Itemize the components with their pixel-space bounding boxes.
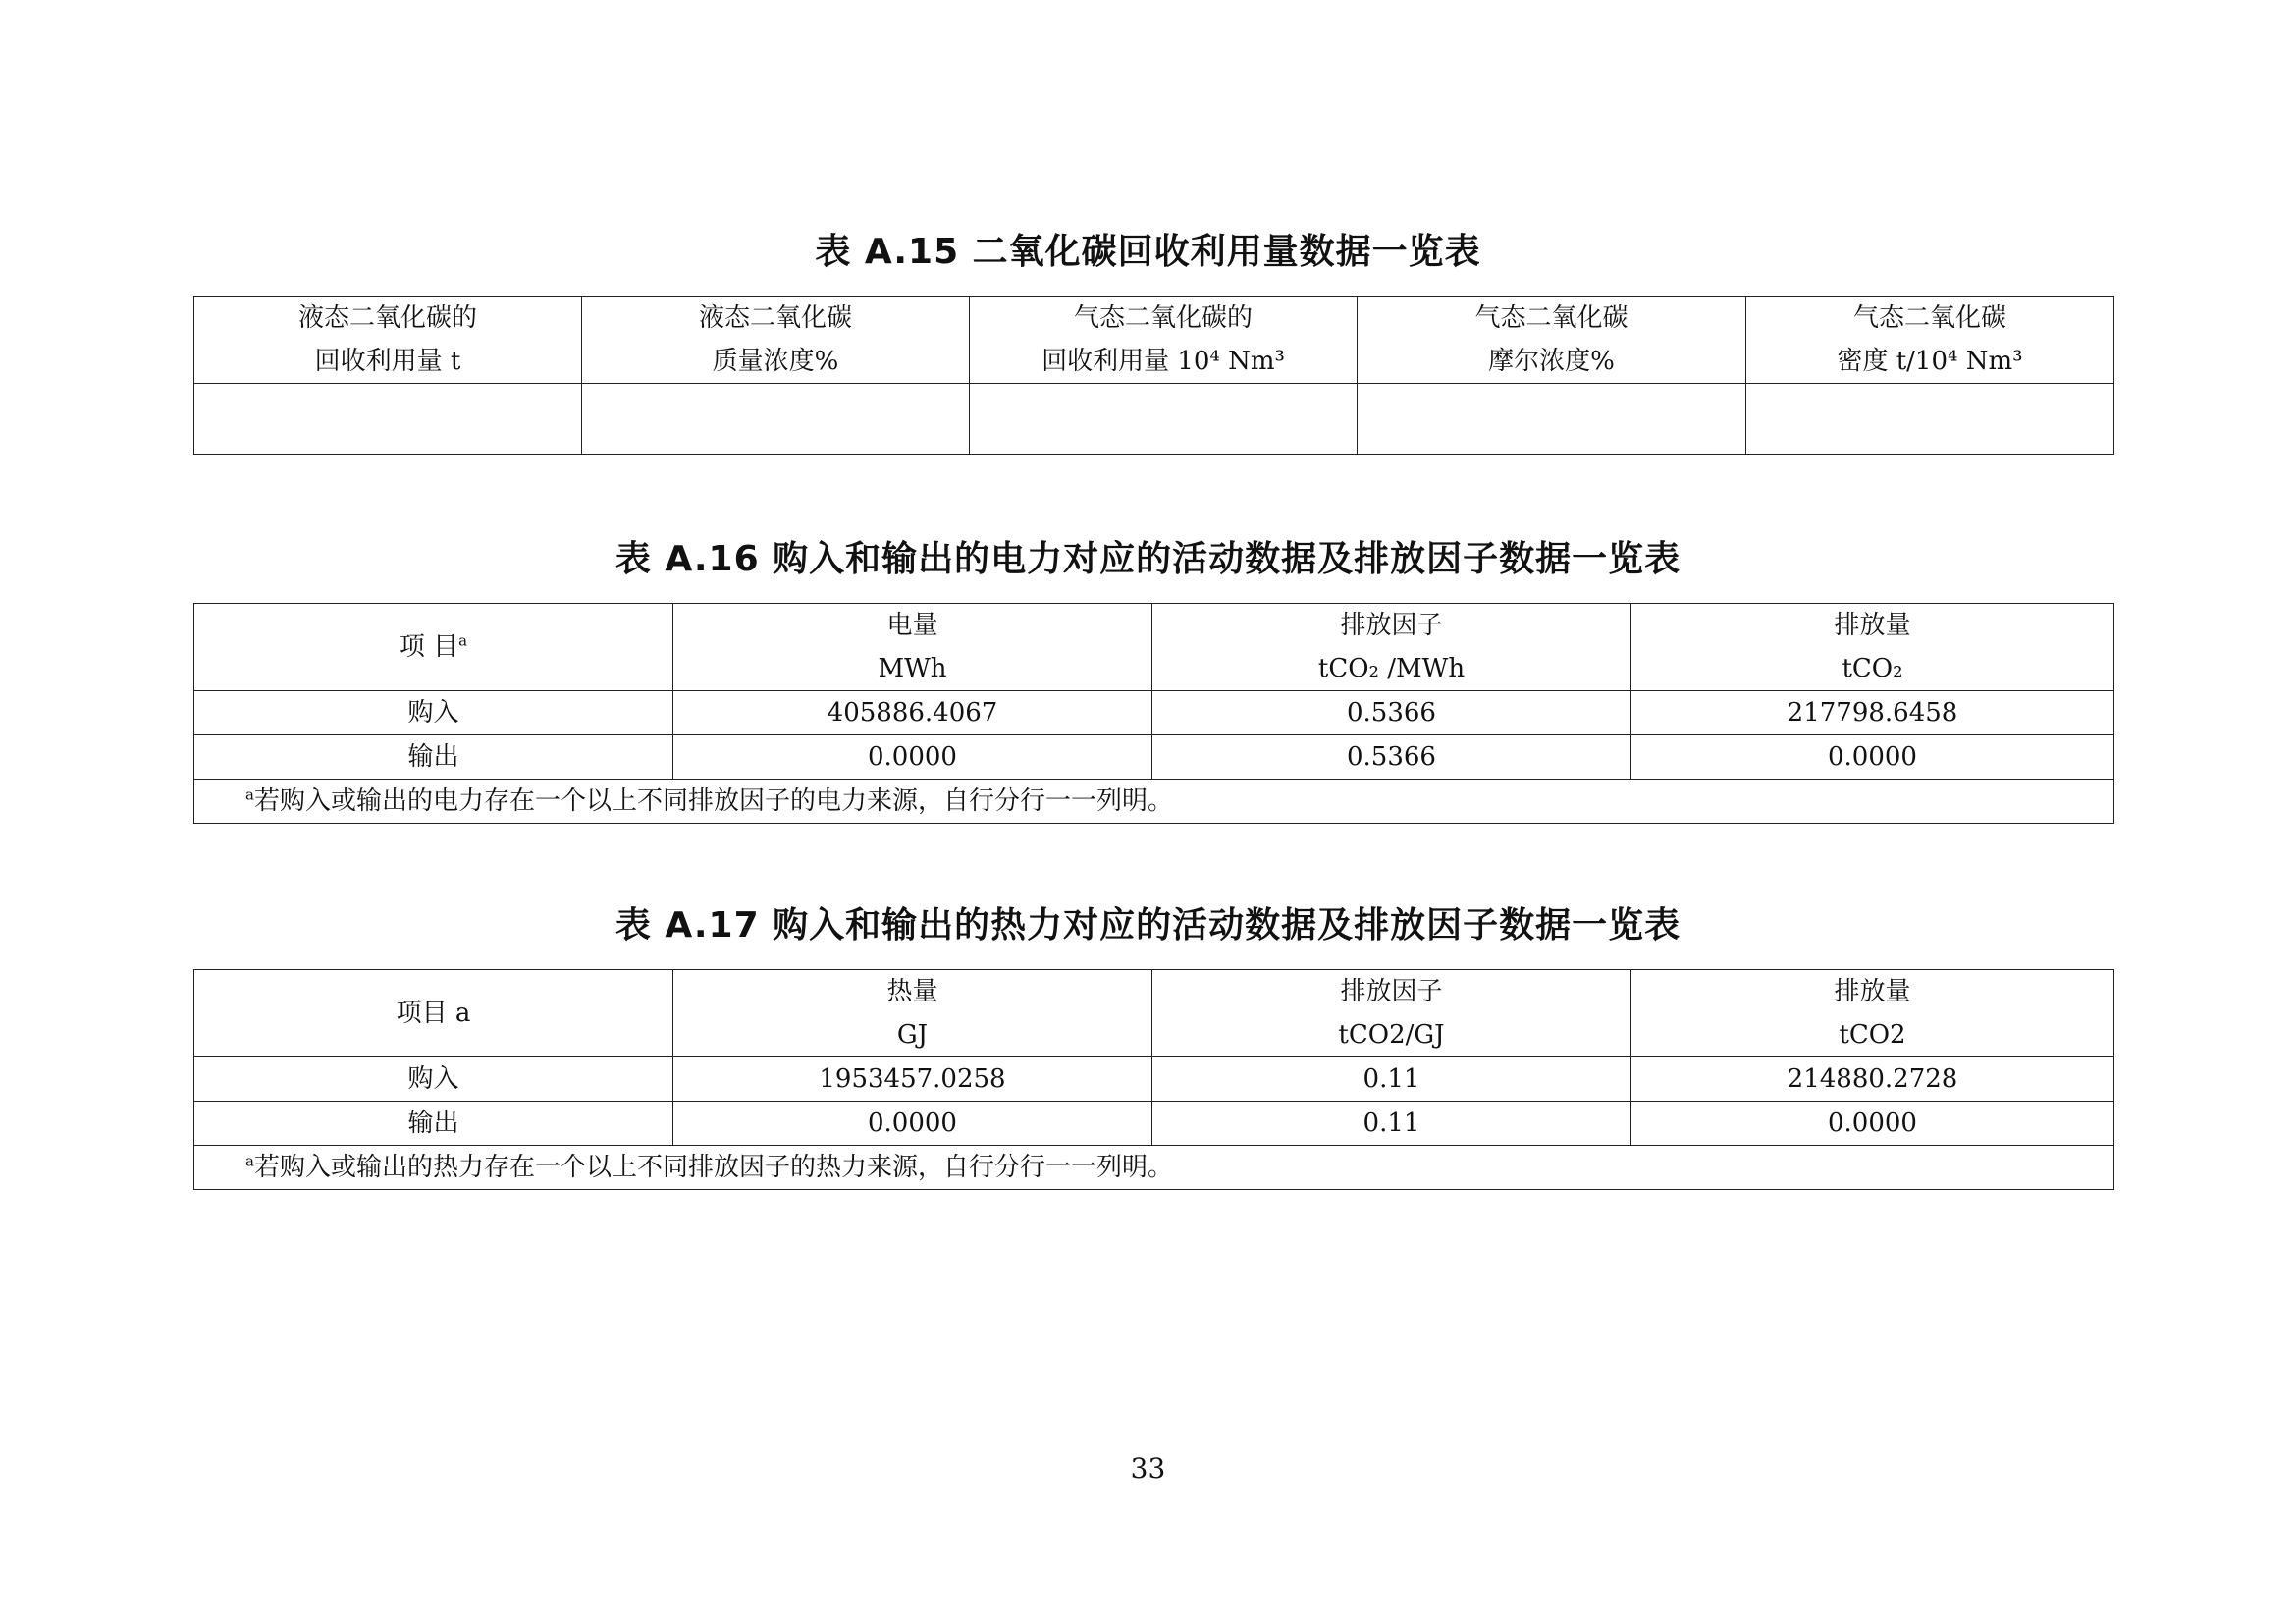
table-a15-header-cell (1746, 297, 2114, 384)
table-note-row (194, 780, 2114, 824)
header-line-1: 液态二氧化碳 (698, 303, 852, 333)
table-cell (970, 384, 1358, 455)
header-line-1: 液态二氧化碳的 (297, 303, 477, 333)
footnote-marker: a (458, 631, 468, 650)
table-cell: 0.11 (1152, 1102, 1631, 1146)
table-a17-header-cell (1631, 970, 2114, 1057)
table-a17 (193, 969, 2114, 1190)
header-line-1: 排放因子 (1340, 611, 1443, 640)
footnote-marker: a (245, 785, 254, 804)
table-cell: 405886.4067 (673, 691, 1152, 735)
table-cell (1746, 384, 2114, 455)
table-row (194, 735, 2114, 780)
table-cell (582, 384, 970, 455)
table-a17-title: 表 A.17 购入和输出的热力对应的活动数据及排放因子数据一览表 (614, 905, 1682, 946)
header-line-2: GJ (896, 1020, 929, 1050)
note-text: 若购入或输出的电力存在一个以上不同排放因子的电力来源，自行分行一一列明。 (253, 786, 1173, 816)
header-line-2: tCO2/GJ (1338, 1020, 1445, 1050)
header-line-1: 热量 (886, 977, 938, 1006)
table-a15-header-cell (582, 297, 970, 384)
header-line-2: 质量浓度% (712, 347, 839, 376)
table-cell: 0.0000 (673, 1102, 1152, 1146)
header-line-2: MWh (878, 654, 947, 683)
table-a17-header-cell (1152, 970, 1631, 1057)
table-cell: 输出 (194, 1102, 673, 1146)
header-line-1: 排放量 (1834, 977, 1911, 1006)
page-number: 33 (1130, 1452, 1166, 1485)
header-line-2: 回收利用量 10⁴ Nm³ (1041, 347, 1285, 376)
table-a15 (193, 296, 2114, 455)
table-a16-item-header (194, 604, 673, 691)
table-row (194, 1102, 2114, 1146)
table-a16-header-cell (1631, 604, 2114, 691)
table-a16-header-cell (1152, 604, 1631, 691)
header-line-1: 气态二氧化碳 (1852, 303, 2006, 333)
table-cell (1358, 384, 1746, 455)
table-cell (194, 384, 582, 455)
table-cell: 输出 (194, 735, 673, 780)
note-text: 若购入或输出的热力存在一个以上不同排放因子的热力来源，自行分行一一列明。 (253, 1153, 1173, 1182)
header-line-2: tCO2 (1839, 1020, 1906, 1050)
table-a16 (193, 603, 2114, 824)
table-a15-header-cell (194, 297, 582, 384)
table-row (194, 691, 2114, 735)
header-line-1: 电量 (886, 611, 938, 640)
table-a17-header-cell (673, 970, 1152, 1057)
table-a15-header-row (194, 297, 2114, 384)
item-header-label: 项 目 (399, 632, 459, 662)
table-a16-header-row (194, 604, 2114, 691)
header-line-2: 摩尔浓度% (1488, 347, 1615, 376)
table-a15-title: 表 A.15 二氧化碳回收利用量数据一览表 (815, 232, 1481, 272)
footnote-marker: a (245, 1152, 254, 1170)
header-line-1: 气态二氧化碳 (1474, 303, 1629, 333)
header-line-1: 气态二氧化碳的 (1073, 303, 1253, 333)
table-a17-item-header: 项目 a (194, 970, 673, 1057)
table-cell: 214880.2728 (1631, 1057, 2114, 1102)
table-cell: 0.0000 (673, 735, 1152, 780)
table-cell: 购入 (194, 1057, 673, 1102)
table-row (194, 384, 2114, 455)
table-cell: 0.5366 (1152, 735, 1631, 780)
table-cell: 0.11 (1152, 1057, 1631, 1102)
table-cell: 1953457.0258 (673, 1057, 1152, 1102)
table-note-row (194, 1146, 2114, 1190)
table-a15-header-cell (970, 297, 1358, 384)
table-a17-header-row (194, 970, 2114, 1057)
header-line-1: 排放量 (1834, 611, 1911, 640)
table-note (194, 780, 2114, 824)
table-cell: 0.0000 (1631, 1102, 2114, 1146)
table-a16-title: 表 A.16 购入和输出的电力对应的活动数据及排放因子数据一览表 (614, 539, 1682, 579)
table-cell: 217798.6458 (1631, 691, 2114, 735)
table-a16-header-cell (673, 604, 1152, 691)
header-line-2: tCO₂ (1842, 654, 1903, 683)
header-line-2: 回收利用量 t (314, 347, 461, 376)
table-cell: 0.5366 (1152, 691, 1631, 735)
header-line-1: 排放因子 (1340, 977, 1443, 1006)
table-cell: 0.0000 (1631, 735, 2114, 780)
header-line-2: 密度 t/10⁴ Nm³ (1837, 347, 2023, 376)
table-note (194, 1146, 2114, 1190)
table-cell: 购入 (194, 691, 673, 735)
header-line-2: tCO₂ /MWh (1317, 654, 1466, 683)
table-row (194, 1057, 2114, 1102)
table-a15-header-cell (1358, 297, 1746, 384)
